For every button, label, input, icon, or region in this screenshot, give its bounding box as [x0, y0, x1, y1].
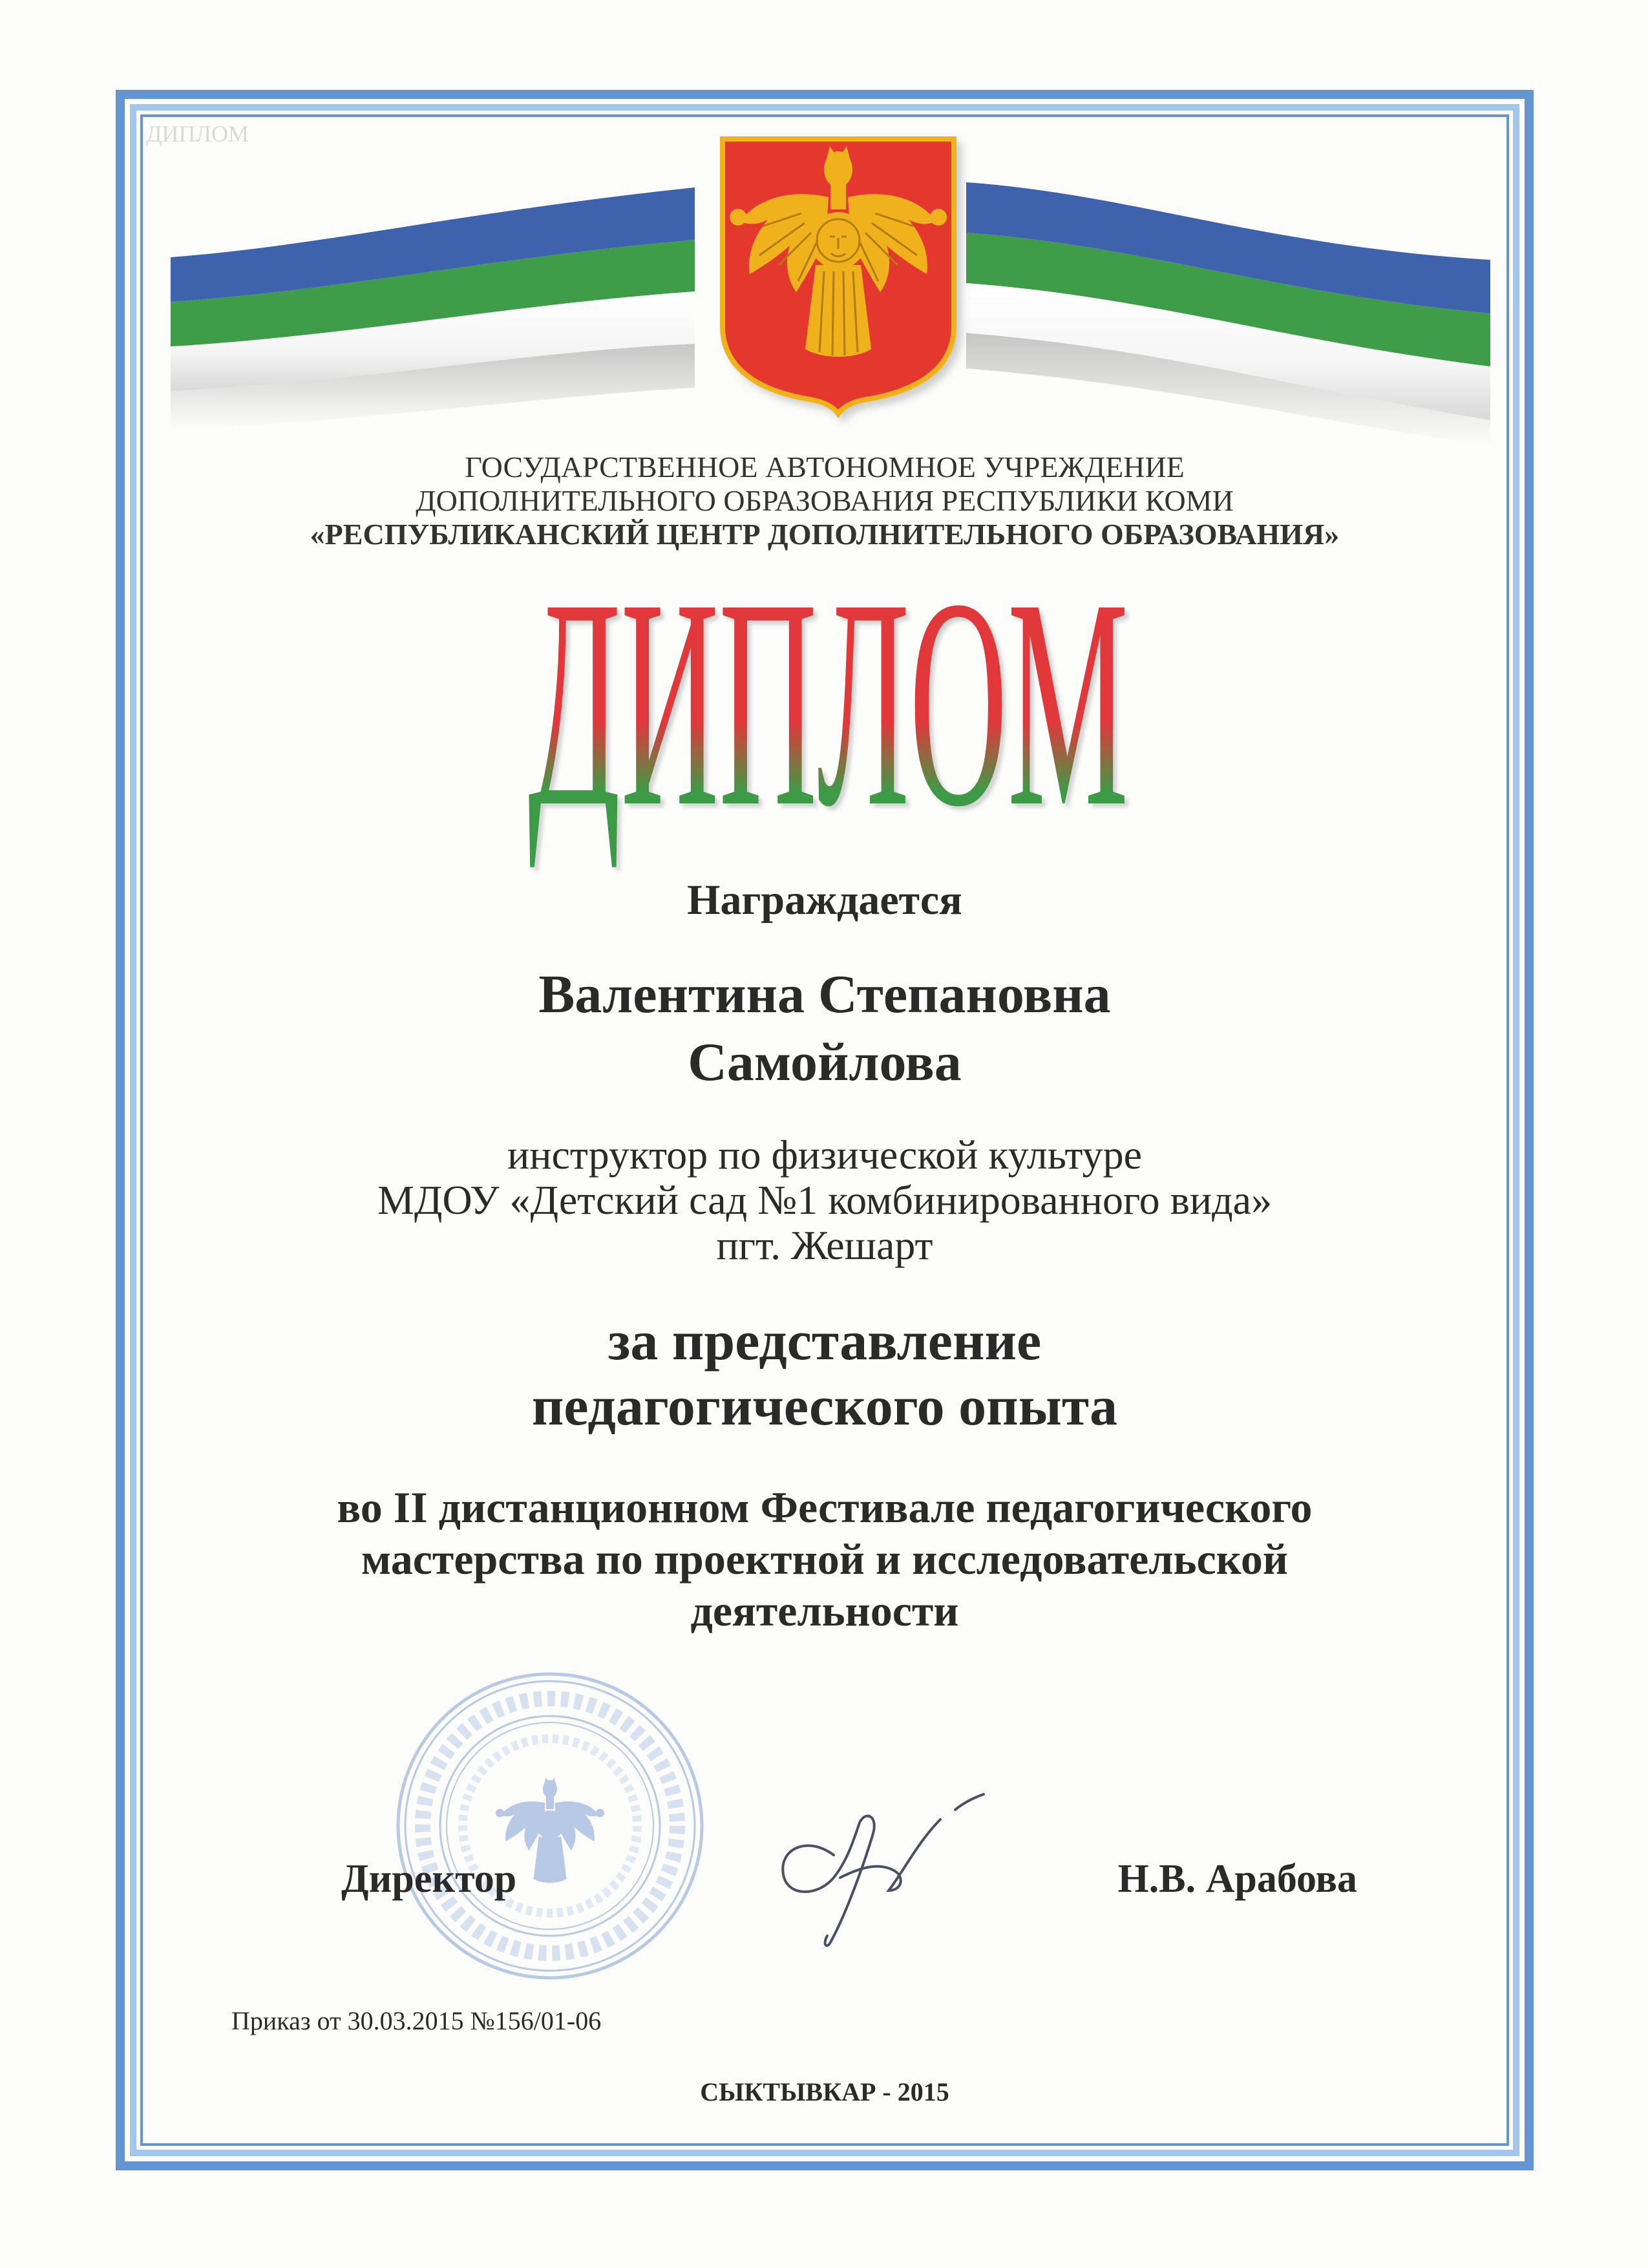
coat-of-arms-icon	[723, 139, 954, 414]
place-and-year: СЫКТЫВКАР - 2015	[700, 2077, 949, 2106]
institution-header	[145, 450, 1505, 551]
awarded-label: Награждается	[687, 876, 962, 924]
header-line-2: ДОПОЛНИТЕЛЬНОГО ОБРАЗОВАНИЯ РЕСПУБЛИКИ КОМИ	[416, 484, 1234, 517]
event-line-1: во II дистанционном Фестивале педагогического	[337, 1483, 1313, 1532]
reason-line-2: педагогического опыта	[531, 1375, 1118, 1437]
handwritten-signature-icon	[783, 1794, 984, 1945]
order-reference: Приказ от 30.03.2015 №156/01-06	[231, 2006, 602, 2035]
header-line-3: «РЕСПУБЛИКАНСКИЙ ЦЕНТР ДОПОЛНИТЕЛЬНОГО ОБРАЗОВАНИЯ»	[310, 518, 1340, 551]
signatory-name: Н.В. Арабова	[1117, 1857, 1357, 1901]
award-reason	[145, 1308, 1505, 1439]
right-flag-icon	[966, 182, 1490, 446]
reason-line-1: за представление	[607, 1309, 1042, 1372]
recipient-name-line-1: Валентина Степановна	[538, 964, 1111, 1024]
left-flag-icon	[171, 187, 695, 430]
position-line-3: пгт. Жешарт	[716, 1222, 933, 1268]
event-line-2: мастерства по проектной и исследовательской	[361, 1534, 1289, 1584]
recipient-name	[145, 960, 1505, 1096]
event-line-3: деятельности	[690, 1586, 959, 1635]
header-line-1: ГОСУДАРСТВЕННОЕ АВТОНОМНОЕ УЧРЕЖДЕНИЕ	[465, 450, 1185, 483]
event-description	[145, 1481, 1505, 1637]
position-line-2: МДОУ «Детский сад №1 комбинированного вида»	[377, 1177, 1273, 1223]
recipient-name-line-2: Самойлова	[688, 1032, 962, 1092]
position-line-1: инструктор по физической культуре	[507, 1132, 1142, 1178]
diploma-title: ДИПЛОМ	[528, 537, 1128, 869]
recipient-position	[145, 1132, 1505, 1268]
signatory-role: Директор	[341, 1857, 517, 1901]
round-seal-icon	[398, 1674, 702, 1978]
watermark-text: ДИПЛОМ	[146, 121, 249, 147]
